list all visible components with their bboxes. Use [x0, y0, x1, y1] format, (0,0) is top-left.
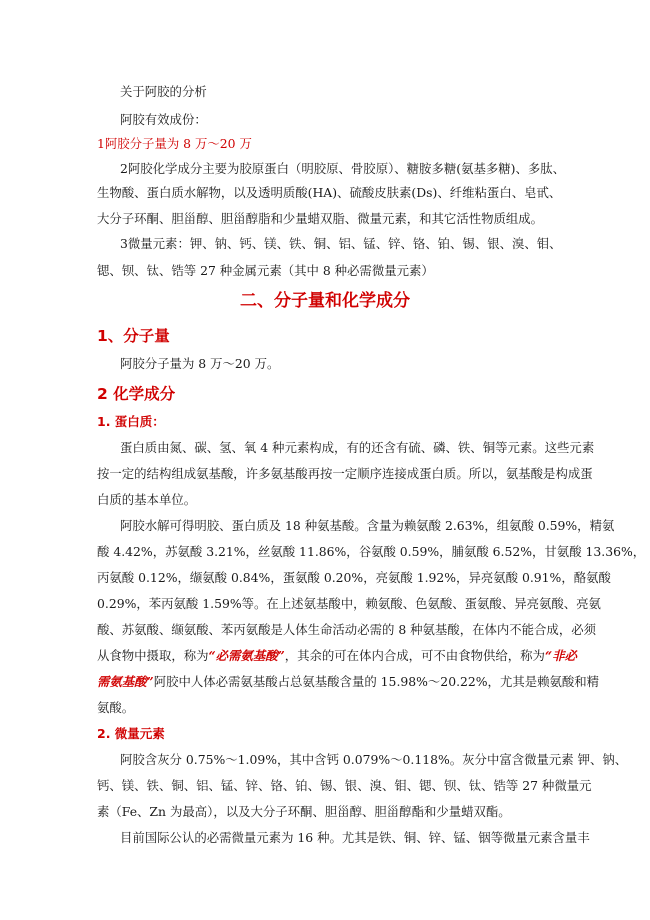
intro-item-2-line-2: 生物酸、蛋白质水解物，以及透明质酸(HA)、硫酸皮肤素(Ds)、纤维粘蛋白、皂甙、	[97, 185, 562, 200]
text-span: 从食物中摄取，称为	[97, 648, 209, 663]
trace-para-1-line-1: 阿胶含灰分 0.75%～1.09%，其中含钙 0.079%～0.118%。灰分中富含微量元素 钾、钠、	[120, 752, 628, 767]
trace-para-2-line-1: 目前国际公认的必需微量元素为 16 种。尤其是铁、铜、锌、锰、铟等微量元素含量丰	[120, 830, 590, 845]
protein-para-2-line-2: 酸 4.42%，苏氨酸 3.21%，丝氨酸 11.86%，谷氨酸 0.59%，脯氨酸 6.52%，甘氨酸 13.36%，	[97, 544, 646, 559]
essential-amino-acid-term: “必需氨基酸”	[208, 648, 285, 663]
protein-para-2-line-7	[97, 674, 600, 690]
text-span: 阿胶中人体必需氨基酸占总氨基酸含量的 15.98%～20.22%，尤其是赖氨酸和精	[153, 674, 600, 689]
trace-para-1-line-2: 钙、镁、铁、铜、铝、锰、锌、铬、铂、锡、银、溴、钼、锶、钡、钛、锆等 27 种微量元	[97, 778, 592, 793]
text-span: ，其余的可在体内合成，可不由食物供给，称为	[284, 648, 545, 663]
intro-title: 关于阿胶的分析	[120, 84, 207, 99]
molecular-weight-text: 阿胶分子量为 8 万～20 万。	[120, 356, 280, 371]
protein-para-2-line-8: 氨酸。	[97, 700, 135, 715]
trace-para-1-line-3: 素（Fe、Zn 为最高），以及大分子环酮、胆甾醇、胆甾醇酯和少量蜡双酯。	[97, 804, 511, 819]
protein-para-2-line-1: 阿胶水解可得明胶、蛋白质及 18 种氨基酸。含量为赖氨酸 2.63%，组氨酸 0.59%，精氨	[120, 518, 615, 533]
subsection-chemical-heading: 2 化学成分	[97, 385, 176, 403]
intro-subtitle: 阿胶有效成份：	[120, 112, 207, 127]
intro-item-2-line-3: 大分子环酮、胆甾醇、胆甾醇脂和少量蜡双脂、微量元素，和其它活性物质组成。	[97, 211, 544, 226]
trace-elements-heading: 2. 微量元素	[97, 726, 165, 741]
protein-para-2-line-6	[97, 648, 577, 664]
intro-item-3-line-1: 3微量元素：钾、钠、钙、镁、铁、铜、铝、锰、锌、铬、铂、锡、银、溴、钼、	[120, 236, 562, 251]
intro-item-3-line-2: 锶、钡、钛、锆等 27 种金属元素（其中 8 种必需微量元素）	[97, 263, 434, 278]
protein-para-1-line-1: 蛋白质由氮、碳、氢、氧 4 种元素构成，有的还含有硫、磷、铁、铜等元素。这些元素	[120, 440, 595, 455]
subsection-molecular-weight-heading: 1、分子量	[97, 327, 170, 345]
section-2-heading: 二、分子量和化学成分	[240, 291, 410, 311]
protein-para-2-line-5: 酸、苏氨酸、缬氨酸、苯丙氨酸是人体生命活动必需的 8 种氨基酸，在体内不能合成，必须	[97, 622, 596, 637]
protein-para-1-line-3: 白质的基本单位。	[97, 492, 197, 507]
protein-para-1-line-2: 按一定的结构组成氨基酸，许多氨基酸再按一定顺序连接成蛋白质。所以，氨基酸是构成蛋	[97, 466, 593, 481]
protein-heading: 1. 蛋白质：	[97, 414, 165, 429]
protein-para-2-line-3: 丙氨酸 0.12%，缬氨酸 0.84%，蛋氨酸 0.20%，亮氨酸 1.92%，异亮氨酸 0.91%，酪氨酸	[97, 570, 611, 585]
intro-item-1: 1阿胶分子量为 8 万～20 万	[97, 136, 252, 151]
intro-item-2-line-1: 2阿胶化学成分主要为胶原蛋白（明胶原、骨胶原）、糖胺多糖(氨基多糖)、多肽、	[120, 161, 566, 176]
protein-para-2-line-4: 0.29%，苯丙氨酸 1.59%等。在上述氨基酸中，赖氨酸、色氨酸、蛋氨酸、异亮氨酸、亮氨	[97, 596, 601, 611]
nonessential-amino-acid-term-part-1: “非必	[544, 648, 577, 663]
nonessential-amino-acid-term-part-2: 需氨基酸”	[97, 674, 154, 689]
